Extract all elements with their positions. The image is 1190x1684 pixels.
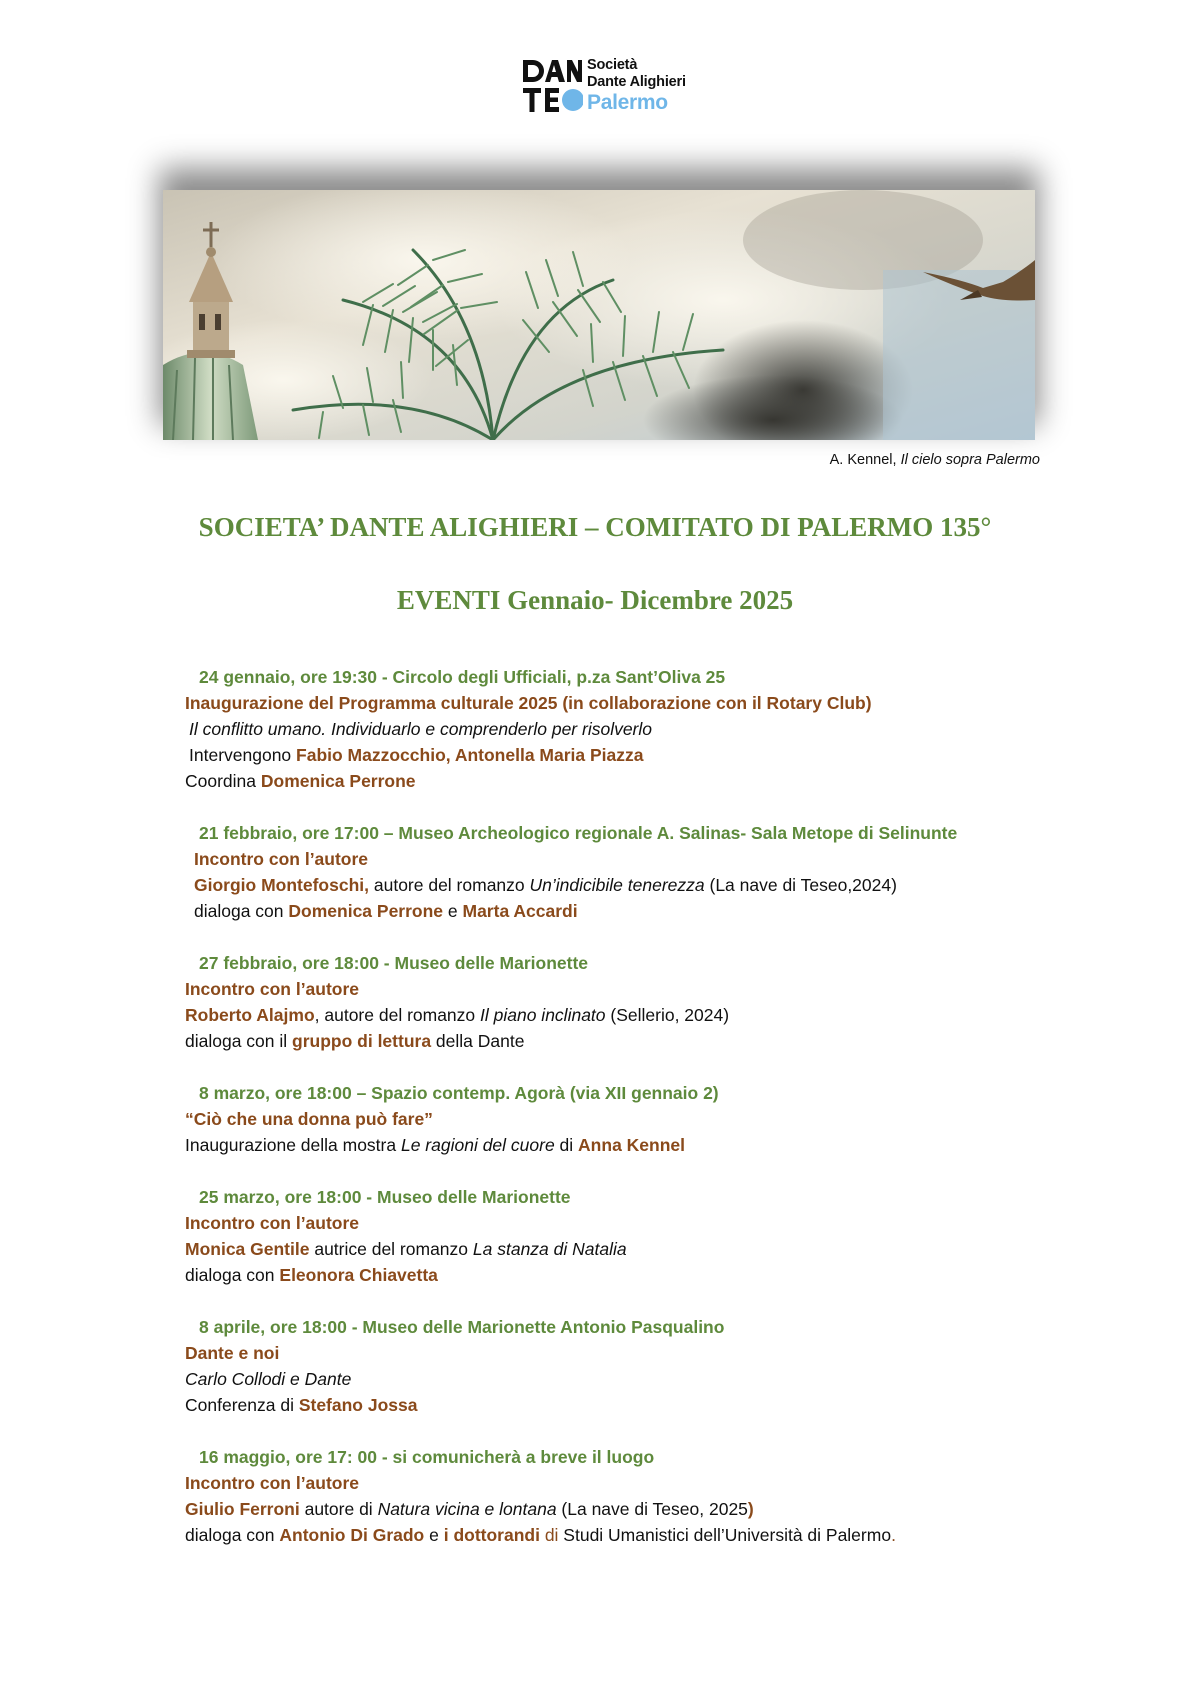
event-header: 27 febbraio, ore 18:00 - Museo delle Marionette: [199, 953, 588, 973]
event-header: 21 febbraio, ore 17:00 – Museo Archeologico regionale A. Salinas- Sala Metope di Selinunte: [199, 823, 958, 843]
event-subtitle: Incontro con l’autore: [185, 1473, 360, 1493]
event-topic: Carlo Collodi e Dante: [185, 1369, 352, 1389]
event-speakers: Intervengono Fabio Mazzocchio, Antonella Maria Piazza: [189, 745, 644, 765]
event-subtitle: Inaugurazione del Programma culturale 2025 (in collaborazione con il Rotary Club): [185, 693, 872, 713]
event-item: [185, 820, 1045, 924]
event-author: Giorgio Montefoschi, autore del romanzo Un’indicibile tenerezza (La nave di Teseo,2024): [194, 875, 897, 895]
event-author: Roberto Alajmo, autore del romanzo Il piano inclinato (Sellerio, 2024): [185, 1005, 730, 1025]
event-coordinator: Coordina Domenica Perrone: [185, 771, 416, 791]
page-subtitle: EVENTI Gennaio- Dicembre 2025: [396, 585, 794, 615]
logo-mark: [521, 58, 583, 114]
logo-line-dante: Dante Alighieri: [587, 74, 686, 90]
event-exhibition: Inaugurazione della mostra Le ragioni del cuore di Anna Kennel: [185, 1135, 686, 1155]
event-item: [185, 1184, 1045, 1288]
event-subtitle: Incontro con l’autore: [185, 1213, 360, 1233]
event-header: 24 gennaio, ore 19:30 - Circolo degli Ufficiali, p.za Sant’Oliva 25: [199, 667, 726, 687]
logo-line-societa: Società: [587, 57, 638, 73]
event-subtitle: “Ciò che una donna può fare”: [185, 1109, 433, 1129]
event-dialogue: dialoga con il gruppo di lettura della Dante: [185, 1031, 525, 1051]
event-dialogue: dialoga con Eleonora Chiavetta: [185, 1265, 438, 1285]
event-item: [185, 1444, 1045, 1548]
banner-painting: [163, 190, 1035, 440]
event-item: [185, 1314, 1045, 1418]
event-subtitle: Dante e noi: [185, 1343, 280, 1363]
event-header: 16 maggio, ore 17: 00 - si comunicherà a breve il luogo: [199, 1447, 655, 1467]
event-header: 8 marzo, ore 18:00 – Spazio contemp. Agorà (via XII gennaio 2): [199, 1083, 719, 1103]
event-header: 25 marzo, ore 18:00 - Museo delle Marionette: [199, 1187, 571, 1207]
event-dialogue: dialoga con Antonio Di Grado e i dottorandi di Studi Umanistici dell’Università di Palermo.: [185, 1525, 896, 1545]
events-list: [185, 664, 1045, 1574]
event-subtitle: Incontro con l’autore: [185, 979, 360, 999]
page-title: SOCIETA’ DANTE ALIGHIERI – COMITATO DI PALERMO 135°: [198, 512, 992, 542]
event-subtitle: Incontro con l’autore: [194, 849, 369, 869]
event-header: 8 aprile, ore 18:00 - Museo delle Marionette Antonio Pasqualino: [199, 1317, 725, 1337]
event-item: [185, 664, 1045, 794]
event-item: [185, 1080, 1045, 1158]
event-topic: Il conflitto umano. Individuarlo e comprenderlo per risolverlo: [189, 719, 653, 739]
event-author: Monica Gentile autrice del romanzo La stanza di Natalia: [185, 1239, 627, 1259]
event-item: [185, 950, 1045, 1054]
banner-caption: A. Kennel, Il cielo sopra Palermo: [829, 452, 1040, 468]
logo-line-palermo: Palermo: [587, 91, 668, 114]
event-author: Giulio Ferroni autore di Natura vicina e lontana (La nave di Teseo, 2025): [185, 1499, 754, 1519]
logo: [521, 54, 721, 118]
event-dialogue: dialoga con Domenica Perrone e Marta Accardi: [194, 901, 578, 921]
event-speaker: Conferenza di Stefano Jossa: [185, 1395, 418, 1415]
